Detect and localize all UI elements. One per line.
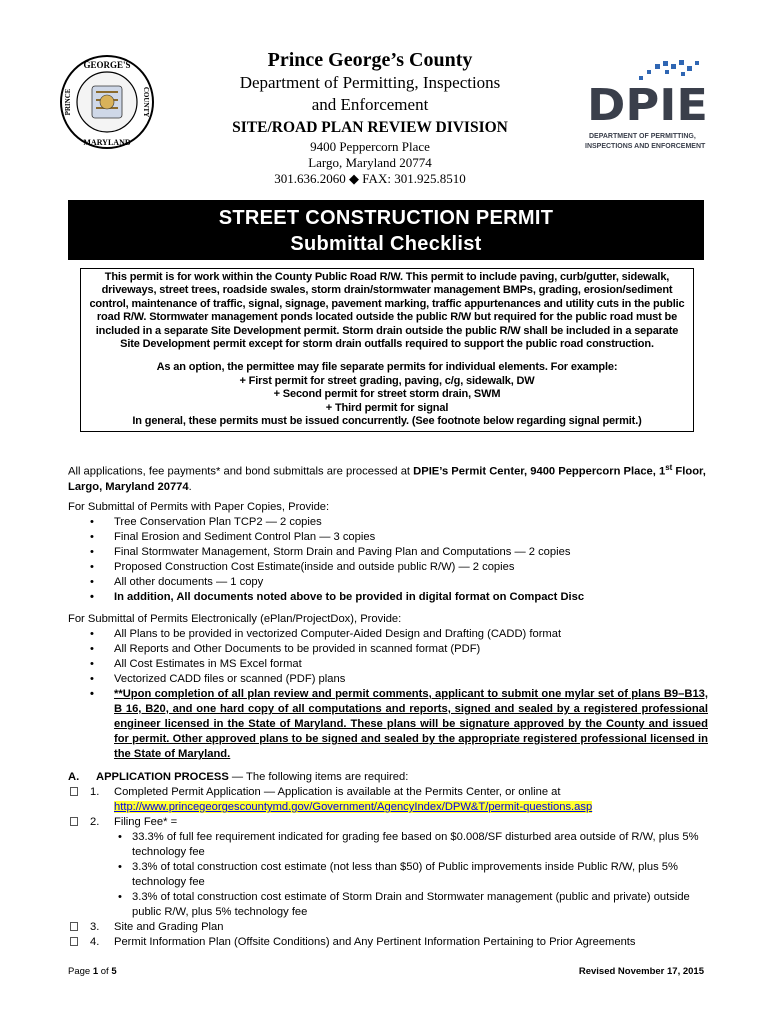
- list-item: • All Cost Estimates in MS Excel format: [68, 657, 708, 672]
- list-item: • All Plans to be provided in vectorized Computer-Aided Design and Drafting (CADD) format: [68, 627, 708, 642]
- list-item: • All other documents — 1 copy: [68, 575, 708, 590]
- intro-general: In general, these permits must be issued concurrently. (See footnote below regarding signal permit.): [132, 415, 642, 428]
- fee-list: [68, 830, 708, 920]
- intro-box: [80, 268, 694, 432]
- page-current: 1: [92, 966, 99, 977]
- list-item: • Vectorized CADD files or scanned (PDF) plans: [68, 672, 708, 687]
- list-item: • 33.3% of full fee requirement indicated for grading fee based on $0.008/SF disturbed area outside of R/W, plus 5% technology fee: [68, 830, 708, 860]
- item-number: 2.: [90, 816, 100, 828]
- checklist-item-2[interactable]: [68, 815, 708, 920]
- list-item-digital: • In addition, All documents noted above to be provided in digital format on Compact Disc: [68, 590, 708, 605]
- page-number: [68, 966, 117, 977]
- list-item: • Final Stormwater Management, Storm Drain and Paving Plan and Computations — 2 copies: [68, 545, 708, 560]
- address-line-1: 9400 Peppercorn Place: [310, 139, 430, 154]
- checkbox-icon[interactable]: [70, 787, 78, 796]
- title-line-1: STREET CONSTRUCTION PERMIT: [218, 207, 554, 229]
- paper-list: [68, 515, 708, 605]
- department-line-1: Department of Permitting, Inspections: [239, 73, 501, 92]
- page-total: 5: [111, 966, 117, 977]
- list-item: • Final Erosion and Sediment Control Plan — 3 copies: [68, 530, 708, 545]
- paper-heading: For Submittal of Permits with Paper Copies, Provide:: [68, 501, 330, 513]
- title-banner: [68, 200, 704, 260]
- section-a-heading: [68, 770, 708, 785]
- electronic-heading: For Submittal of Permits Electronically (ePlan/ProjectDox), Provide:: [68, 613, 402, 625]
- title-line-2: Submittal Checklist: [290, 233, 482, 255]
- lead-text: All applications, fee payments* and bond submittals are processed at: [68, 465, 414, 478]
- county-name: Prince George’s County: [267, 49, 473, 71]
- department-line-2: and Enforcement: [311, 95, 429, 114]
- item-number: 3.: [90, 921, 100, 933]
- list-item: • 3.3% of total construction cost estimate of Storm Drain and Stormwater management (public and private) outside public R/W, plus 5% technology fee: [68, 890, 708, 920]
- phone-fax: 301.636.2060 ◆ FAX: 301.925.8510: [274, 171, 466, 186]
- item-number: 1.: [90, 786, 100, 798]
- revised-date: Revised November 17, 2015: [578, 966, 704, 977]
- dpie-logo: [585, 58, 710, 156]
- intro-first-permit: + First permit for street grading, paving, c/g, sidewalk, DW: [239, 374, 535, 387]
- list-item: • All Reports and Other Documents to be provided in scanned format (PDF): [68, 642, 708, 657]
- section-title: APPLICATION PROCESS: [96, 771, 229, 783]
- lead-location: DPIE’s Permit Center, 9400 Peppercorn Place, 1: [413, 465, 666, 478]
- seal-top-text: GEORGE'S: [83, 60, 131, 70]
- seal-right-text: COUNTY: [142, 86, 150, 118]
- division-name: SITE/ROAD PLAN REVIEW DIVISION: [232, 119, 508, 136]
- county-seal: [58, 48, 156, 156]
- dpie-logo-line-1: DEPARTMENT OF PERMITTING,: [589, 133, 696, 140]
- address-line-2: Largo, Maryland 20774: [308, 155, 432, 170]
- seal-left-text: PRINCE: [64, 88, 72, 116]
- list-item: • Tree Conservation Plan TCP2 — 2 copies: [68, 515, 708, 530]
- application-link[interactable]: http://www.princegeorgescountymd.gov/Government/AgencyIndex/DPW&T/permit-questions.asp: [114, 801, 593, 813]
- dpie-wordmark: DPIE: [587, 80, 708, 131]
- intro-second-permit: + Second permit for street storm drain, SWM: [273, 388, 501, 401]
- checklist-item-3[interactable]: [68, 920, 708, 935]
- item-4-text: Permit Information Plan (Offsite Conditions) and Any Pertinent Information Pertaining to Prior Agreements: [114, 936, 636, 948]
- dpie-logo-line-2: INSPECTIONS AND ENFORCEMENT: [585, 143, 706, 150]
- electronic-list: [68, 627, 708, 762]
- intro-paragraph: This permit is for work within the County Public Road R/W. This permit to include paving, curb/gutter, sidewalk, driveways, street trees, roadside swales, storm drain/stormwater management BMPs, grading, erosion/sediment control, maintenance of traffic, signal, signage, pavement marking, traffic appurtenances and utility cuts in the public road R/W. Stormwater management ponds located outside the public R/W but required for the public road must be included in a separate Site Development permit. Storm drain outside the public R/W shall be included in a separate Site Development permit except for storm drain outfalls required to support the public road construction.: [89, 271, 685, 351]
- paper-submittal-section: [68, 500, 708, 605]
- lead-superscript: st: [665, 463, 673, 472]
- header-block: [170, 48, 570, 187]
- list-item: • Proposed Construction Cost Estimate(inside and outside public R/W) — 2 copies: [68, 560, 708, 575]
- checklist-item-1[interactable]: [68, 785, 708, 815]
- list-item: • 3.3% of total construction cost estimate (not less than $50) of Public improvements inside Public R/W, plus 5% technology fee: [68, 860, 708, 890]
- item-1-text: Completed Permit Application — Application is available at the Permits Center, or online at: [114, 786, 561, 798]
- section-a: [68, 770, 708, 950]
- lead-end: .: [188, 480, 192, 493]
- intro-third-permit: + Third permit for signal: [325, 401, 449, 414]
- page-of: of: [98, 966, 112, 977]
- checkbox-icon[interactable]: [70, 817, 78, 826]
- seal-bottom-text: MARYLAND: [83, 138, 131, 147]
- section-letter: A.: [68, 771, 80, 783]
- checkbox-icon[interactable]: [70, 937, 78, 946]
- page-prefix: Page: [68, 966, 93, 977]
- item-3-text: Site and Grading Plan: [114, 921, 224, 933]
- item-number: 4.: [90, 936, 100, 948]
- list-item-mylar: • **Upon completion of all plan review and permit comments, applicant to submit one mylar set of plans B9–B13, B 16, B20, and one hard copy of all computations and reports, signed and sealed by a registered professional engineer licensed in the State of Maryland. These plans will be signature approved by the County and issued for permit. Other approved plans to be signed and sealed by the appropriate registered professional licensed in the State of Maryland.: [68, 687, 708, 762]
- lead-paragraph: [68, 460, 708, 495]
- intro-option: As an option, the permittee may file separate permits for individual elements. For example:: [156, 361, 618, 374]
- checklist-item-4[interactable]: [68, 935, 708, 950]
- electronic-submittal-section: [68, 612, 708, 762]
- section-title-rest: — The following items are required:: [228, 771, 409, 783]
- checkbox-icon[interactable]: [70, 922, 78, 931]
- lead-location-2: Floor, Largo, Maryland 20774: [68, 465, 706, 493]
- item-2-text: Filing Fee* =: [114, 816, 178, 828]
